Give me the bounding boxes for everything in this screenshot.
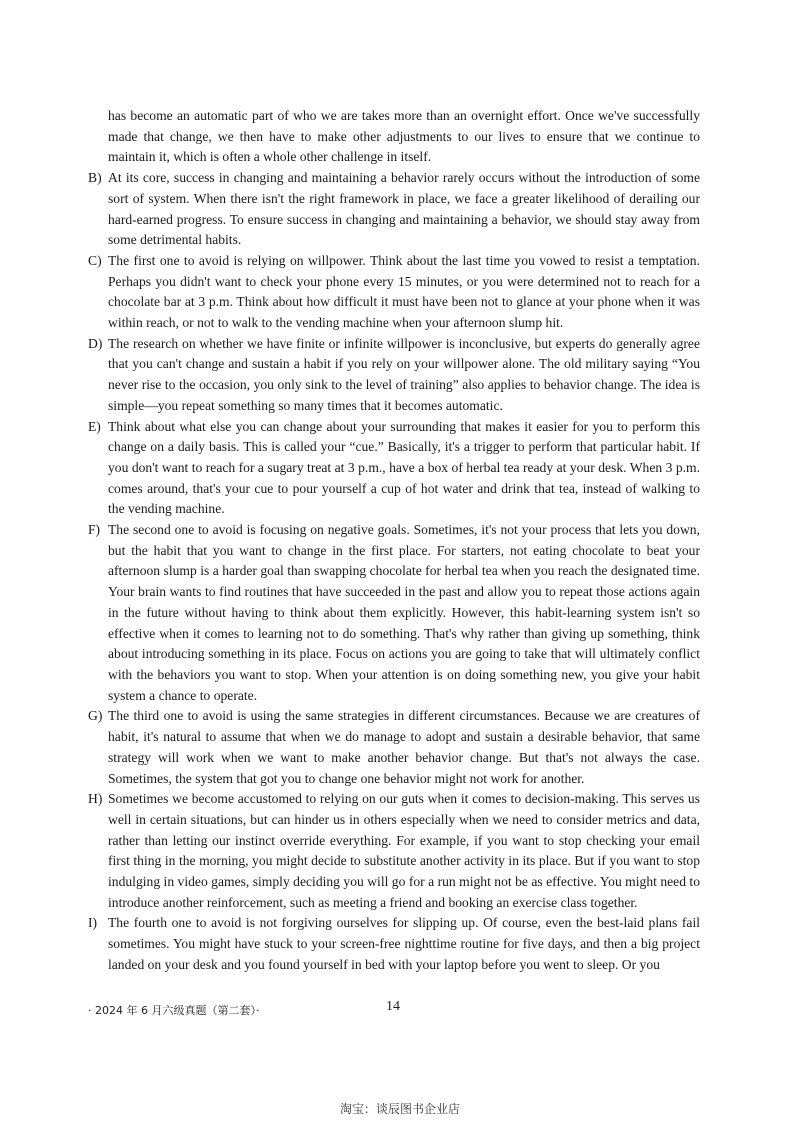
paragraph-continuation	[88, 106, 700, 168]
paragraph-text: The first one to avoid is relying on willpower. Think about the last time you vowed to resist a temptation. Perhaps you didn't want to check your phone every 15 minutes, or you were determined not to reach for a chocolate bar at 3 p.m. Think about how difficult it must have been not to glance at your phone when it was within reach, or not to walk to the vending machine when your afternoon slump hit.	[108, 252, 700, 331]
paragraph-label: G)	[88, 708, 103, 724]
paragraph-label: H)	[88, 791, 103, 807]
paragraph-i	[88, 913, 700, 975]
paragraph-label: I)	[88, 915, 98, 931]
paragraph-text: The third one to avoid is using the same strategies in different circumstances. Because we are creatures of habit, it's natural to assume that when we do manage to adopt and sustain a desirable behavior, that same strategy will work when we want to make another behavior change. But that's not always the case. Sometimes, the system that got you to change one behavior might not work for another.	[108, 708, 700, 786]
paragraph-text: The fourth one to avoid is not forgiving ourselves for slipping up. Of course, even the best-laid plans fail sometimes. You might have stuck to your screen-free nighttime routine for five days, and then a big project landed on your desk and you found yourself in bed with your laptop before you went to sleep. Or you	[108, 915, 700, 972]
paragraph-text: The second one to avoid is focusing on negative goals. Sometimes, it's not your process that lets you down, but the habit that you want to change in the first place. For starters, not eating chocolate to beat your afternoon slump is a harder goal than swapping chocolate for herbal tea when you reach the designated time. Your brain wants to find routines that have succeeded in the past and allow you to repeat those actions again in the future without having to think about them explicitly. However, this habit-learning system isn't so effective when it comes to learning not to do something. That's why rather than giving up something, think about introducing something in its place. Focus on actions you are going to take that will ultimately conflict with the behaviors you want to stop. When your attention is on doing something new, you give your habit system a chance to operate.	[108, 522, 700, 703]
paragraph-text: At its core, success in changing and maintaining a behavior rarely occurs without the introduction of some sort of system. When there isn't the right framework in place, we face a greater likelihood of derailing our hard-earned progress. To ensure success in changing and maintaining a behavior, we should stay away from some detrimental habits.	[108, 170, 700, 248]
paragraph-g	[88, 706, 700, 789]
shop-watermark: 淘宝：谈辰图书企业店	[339, 1102, 460, 1116]
paragraph-label: C)	[88, 252, 102, 268]
paragraph-label: B)	[88, 170, 102, 186]
paragraph-label: E)	[88, 418, 101, 434]
paragraph-b	[88, 168, 700, 251]
paragraph-label: F)	[88, 522, 101, 538]
paragraph-h	[88, 789, 700, 913]
exam-source-footer: · 2024 年 6 月六级真题（第二套）·	[88, 1004, 260, 1017]
paragraph-label: D)	[88, 335, 103, 351]
paragraph-text: The research on whether we have finite or infinite willpower is inconclusive, but experts do generally agree that you can't change and sustain a habit if you rely on your willpower alone. The old military saying “You never rise to the occasion, you only sink to the level of training” also applies to behavior change. The idea is simple—you repeat something so many times that it becomes automatic.	[108, 335, 700, 413]
paragraph-f	[88, 520, 700, 706]
paragraph-c	[88, 251, 700, 334]
paragraph-text: has become an automatic part of who we are takes more than an overnight effort. Once we've successfully made that change, we then have to make other adjustments to our lives to ensure that we continue to maintain it, which is often a whole other challenge in itself.	[108, 108, 700, 165]
paragraph-d	[88, 334, 700, 417]
paragraph-text: Think about what else you can change about your surrounding that makes it easier for you to perform this change on a daily basis. This is called your “cue.” Basically, it's a trigger to perform that particular habit. If you don't want to reach for a sugary treat at 3 p.m., have a box of herbal tea ready at your desk. When 3 p.m. comes around, that's your cue to pour yourself a cup of hot water and drink that tea, instead of walking to the vending machine.	[108, 418, 700, 517]
page-number: 14	[386, 999, 400, 1014]
article-body	[88, 106, 700, 976]
paragraph-text: Sometimes we become accustomed to relying on our guts when it comes to decision-making. This serves us well in certain situations, but can hinder us in others especially when we need to consider metrics and data, rather than letting our instinct override everything. For example, if you want to stop checking your email first thing in the morning, you might decide to substitute another activity in its place. But if you want to stop indulging in video games, simply deciding you will go for a run might not be as effective. You might need to introduce another reinforcement, such as meeting a friend and booking an exercise class together.	[108, 791, 700, 910]
paragraph-e	[88, 417, 700, 521]
